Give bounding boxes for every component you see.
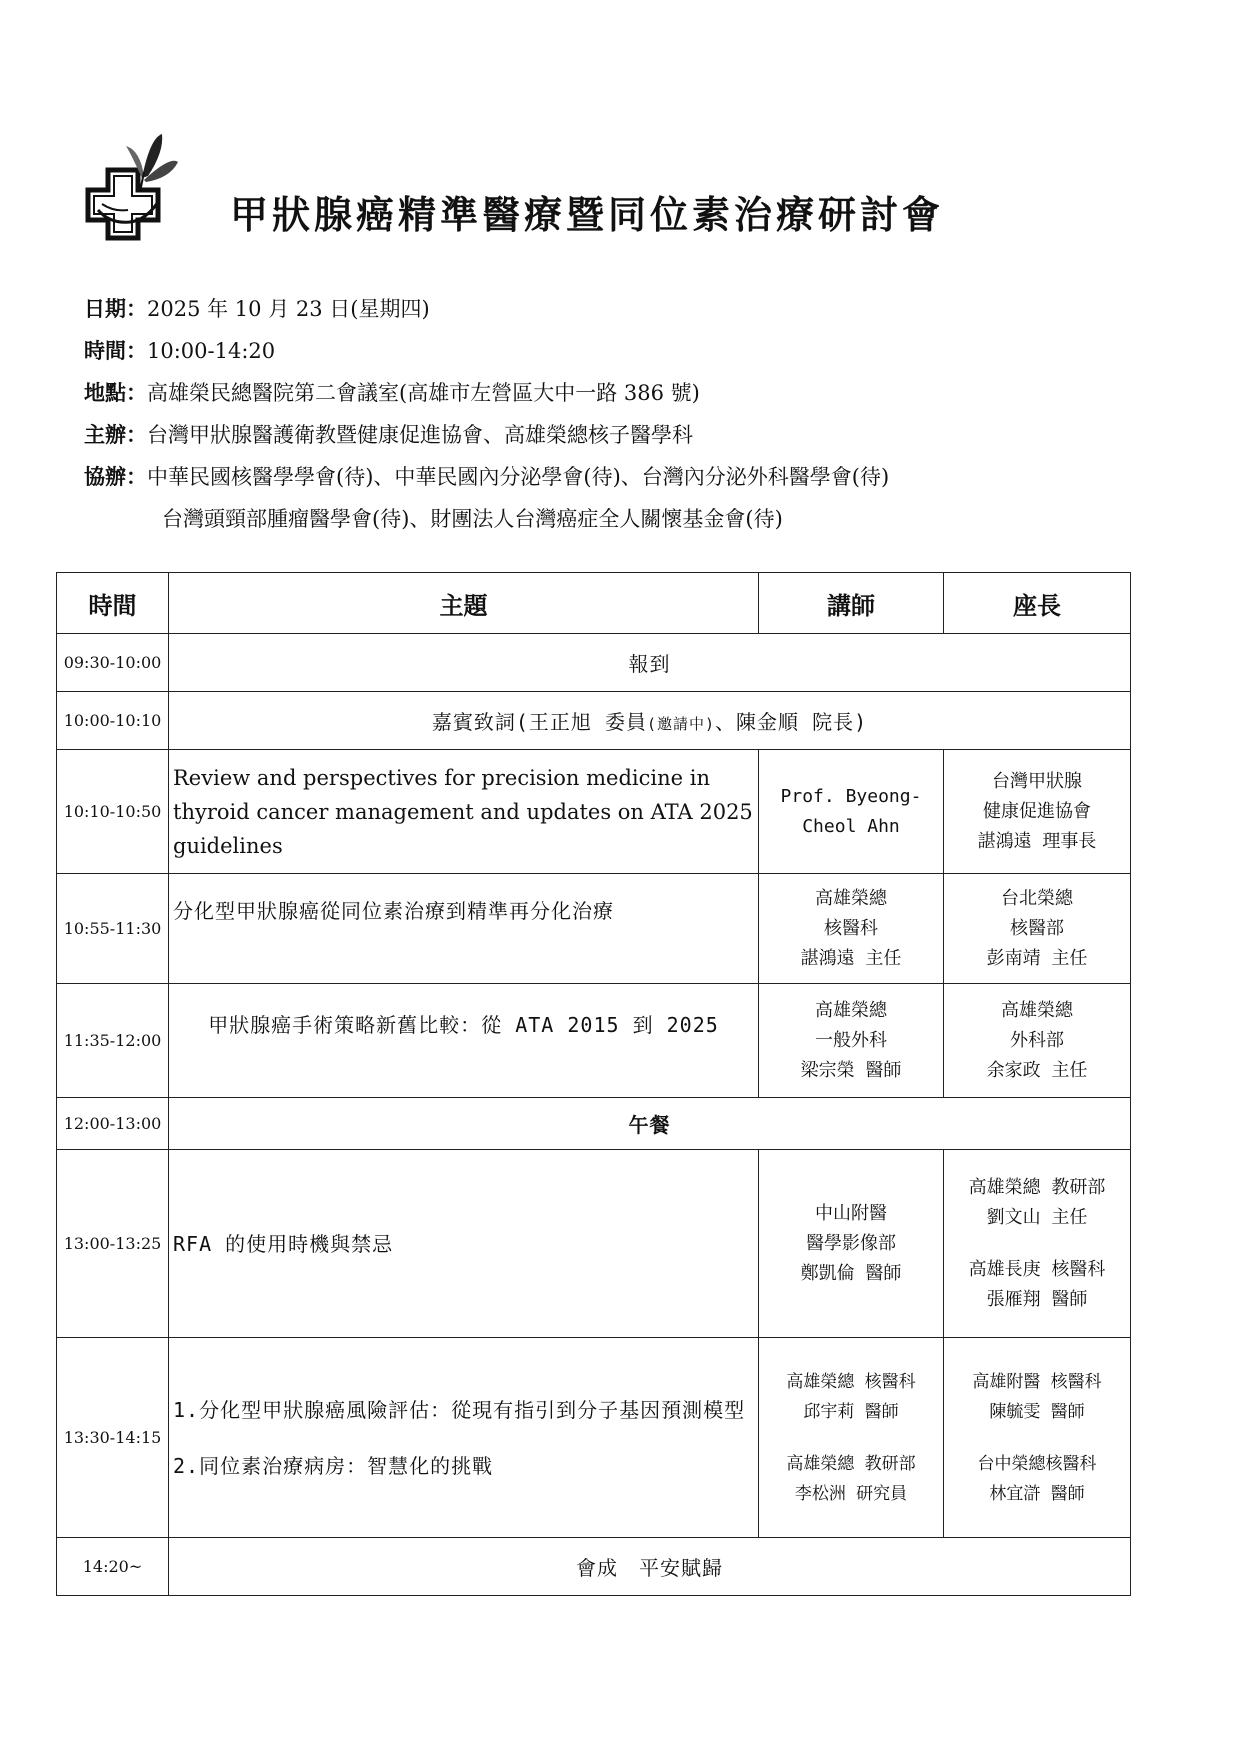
- row-time: 11:35-12:00: [57, 984, 169, 1098]
- row-topic: [169, 1338, 759, 1538]
- welcome-a: 嘉賓致詞(王正旭 委員: [431, 710, 647, 734]
- row-chair: [944, 750, 1131, 874]
- chair-line: 核醫部: [1010, 917, 1064, 939]
- time-label: 時間：: [84, 338, 147, 363]
- chair-line: 劉文山 主任: [986, 1206, 1088, 1228]
- chair-line: 高雄長庚 核醫科: [968, 1258, 1106, 1280]
- welcome-c: 、陳金順 院長): [715, 710, 868, 734]
- speaker-line: 中山附醫: [815, 1202, 887, 1224]
- row-time: 14:20~: [57, 1538, 169, 1596]
- co-line1: 中華民國核醫學學會(待)、中華民國內分泌學會(待)、台灣內分泌外科醫學會(待): [147, 465, 890, 489]
- row-time: 12:00-13:00: [57, 1098, 169, 1150]
- row-speaker: [759, 1338, 944, 1538]
- chair-line: 高雄榮總: [1001, 999, 1073, 1021]
- speaker-line: 李松洲 研究員: [794, 1483, 908, 1504]
- table-row: [57, 984, 1131, 1098]
- date-value: 2025 年 10 月 23 日(星期四): [147, 297, 430, 321]
- speaker-line: 諶鴻遠 主任: [800, 947, 902, 969]
- butterfly-hands-cross-logo-icon: [80, 132, 180, 242]
- venue-value: 高雄榮民總醫院第二會議室(高雄市左營區大中一路 386 號): [147, 381, 700, 405]
- row-chair: [944, 874, 1131, 984]
- row-topic: RFA 的使用時機與禁忌: [169, 1150, 759, 1338]
- chair-line: 林宜滸 醫師: [989, 1483, 1085, 1504]
- info-time: [84, 330, 889, 372]
- row-time: 09:30-10:00: [57, 634, 169, 692]
- host-value: 台灣甲狀腺醫護衛教暨健康促進協會、高雄榮總核子醫學科: [147, 423, 693, 447]
- co-label: 協辦：: [84, 464, 147, 489]
- header: [80, 132, 1080, 242]
- speaker-line: 梁宗榮 醫師: [800, 1059, 902, 1081]
- chair-line: 張雁翔 醫師: [986, 1288, 1088, 1310]
- speaker-line: 鄭凱倫 醫師: [800, 1262, 902, 1284]
- header-topic: 主題: [169, 573, 759, 634]
- host-label: 主辦：: [84, 422, 147, 447]
- topic-item-1: 1.分化型甲狀腺癌風險評估：從現有指引到分子基因預測模型: [173, 1397, 746, 1422]
- co-line2: 台灣頭頸部腫瘤醫學會(待)、財團法人台灣癌症全人關懷基金會(待): [162, 507, 783, 531]
- row-speaker: [759, 984, 944, 1098]
- row-lunch: 午餐: [169, 1098, 1131, 1150]
- speaker-line: 核醫科: [824, 917, 878, 939]
- topic-item-2: 2.同位素治療病房：智慧化的挑戰: [173, 1453, 494, 1478]
- chair-line: 陳毓雯 醫師: [989, 1401, 1085, 1422]
- info-co-organizers: [84, 456, 889, 498]
- date-label: 日期：: [84, 296, 147, 321]
- row-registration: 報到: [169, 634, 1131, 692]
- table-row: [57, 692, 1131, 750]
- chair-line: 彭南靖 主任: [986, 947, 1088, 969]
- row-topic: 分化型甲狀腺癌從同位素治療到精準再分化治療: [169, 874, 759, 984]
- info-date: [84, 288, 889, 330]
- speaker-line: 邱宇莉 醫師: [803, 1401, 899, 1422]
- table-row: [57, 1338, 1131, 1538]
- row-speaker: [759, 750, 944, 874]
- row-time: 13:30-14:15: [57, 1338, 169, 1538]
- table-row: [57, 1098, 1131, 1150]
- chair-line: 余家政 主任: [986, 1059, 1088, 1081]
- speaker-line: 醫學影像部: [806, 1232, 896, 1254]
- table-header-row: [57, 573, 1131, 634]
- speaker-line: 一般外科: [815, 1029, 887, 1051]
- row-time: 10:00-10:10: [57, 692, 169, 750]
- schedule-table: [56, 572, 1131, 1596]
- table-row: [57, 874, 1131, 984]
- chair-line: 高雄榮總 教研部: [968, 1176, 1106, 1198]
- row-speaker: [759, 874, 944, 984]
- page-title: 甲狀腺癌精準醫療暨同位素治療研討會: [230, 193, 945, 237]
- speaker-line: 高雄榮總 教研部: [786, 1453, 916, 1474]
- row-chair: [944, 984, 1131, 1098]
- chair-line: 台灣甲狀腺: [992, 770, 1082, 792]
- speaker-line: Prof. Byeong-: [780, 785, 922, 807]
- row-topic: Review and perspectives for precision medicine in thyroid cancer management and updates on ATA 2025 guidelines: [169, 750, 759, 874]
- table-row: [57, 1150, 1131, 1338]
- table-row: [57, 750, 1131, 874]
- chair-line: 諶鴻遠 理事長: [977, 830, 1097, 852]
- row-welcome-speech: [169, 692, 1131, 750]
- chair-line: 健康促進協會: [983, 800, 1091, 822]
- chair-line: 高雄附醫 核醫科: [972, 1371, 1102, 1392]
- header-speaker: 講師: [759, 573, 944, 634]
- info-venue: [84, 372, 889, 414]
- table-row: [57, 1538, 1131, 1596]
- row-time: 10:55-11:30: [57, 874, 169, 984]
- speaker-line: Cheol Ahn: [802, 815, 900, 837]
- welcome-b: (邀請中): [646, 715, 716, 733]
- row-topic: 甲狀腺癌手術策略新舊比較：從 ATA 2015 到 2025: [169, 984, 759, 1098]
- row-time: 10:10-10:50: [57, 750, 169, 874]
- table-row: [57, 634, 1131, 692]
- venue-label: 地點：: [84, 380, 147, 405]
- speaker-line: 高雄榮總: [815, 999, 887, 1021]
- chair-line: 台北榮總: [1001, 887, 1073, 909]
- time-value: 10:00-14:20: [147, 339, 276, 363]
- speaker-line: 高雄榮總 核醫科: [786, 1371, 916, 1392]
- speaker-line: 高雄榮總: [815, 887, 887, 909]
- row-chair: [944, 1150, 1131, 1338]
- row-chair: [944, 1338, 1131, 1538]
- chair-line: 外科部: [1010, 1029, 1064, 1051]
- header-chair: 座長: [944, 573, 1131, 634]
- row-time: 13:00-13:25: [57, 1150, 169, 1338]
- chair-line: 台中榮總核醫科: [977, 1453, 1097, 1474]
- info-host: [84, 414, 889, 456]
- info-co-organizers-2: [84, 498, 889, 540]
- header-time: 時間: [57, 573, 169, 634]
- row-closing: 會成 平安賦歸: [169, 1538, 1131, 1596]
- row-speaker: [759, 1150, 944, 1338]
- event-info: [84, 288, 889, 540]
